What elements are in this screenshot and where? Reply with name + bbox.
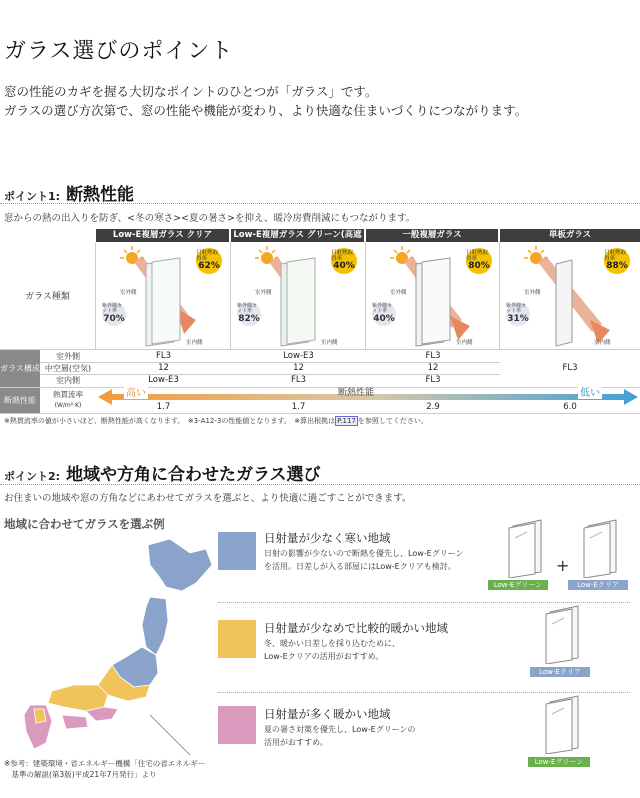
indoor-label: 室内側 (594, 340, 611, 346)
cell-u-value: 1.7 (291, 402, 306, 412)
indoor-label: 室内側 (321, 340, 338, 346)
uv-cut-badge: 紫外線カット率 82% (237, 302, 261, 326)
cell-inner: FL3 (290, 375, 307, 385)
col-header-single: 単板ガラス (500, 229, 640, 242)
row-label-glass-type: ガラス種類 (0, 242, 96, 349)
point1-footnote: ※熱貫流率の値が小さいほど、断熱性能が高くなります。 ※3-A12-3の性能値となります。 ※算出根拠は P.117 を参照してください。 (4, 417, 428, 425)
row-divider (0, 349, 640, 350)
point2-label: ポイント2: (4, 470, 61, 483)
divider (0, 203, 640, 204)
divider (0, 484, 640, 485)
intro-line-2: ガラスの選び方次第で、窓の性能や機能が変わり、より快適な住まいづくりにつながります。 (4, 103, 528, 118)
zone-description: 夏の暑さ対策を優先し、Low-Eグリーンの 活用がおすすめ。 (264, 725, 416, 747)
glass-pane-icon (505, 518, 547, 578)
zone-color-swatch (218, 706, 256, 744)
zone-title: 日射量が多く暖かい地域 (264, 707, 391, 721)
solar-gain-badge: 日射熱取得率 40% (331, 248, 357, 274)
scale-middle-label: 断熱性能 (338, 388, 375, 398)
row-label-middle: 中空層(空気) (44, 364, 92, 373)
solar-gain-badge: 日射熱取得率 62% (196, 248, 222, 274)
zone-color-swatch (218, 620, 256, 658)
intro-line-1: 窓の性能のカギを握る大切なポイントのひとつが「ガラス」です。 (4, 84, 378, 99)
tag-lowe-clear: Low-Eクリア (568, 580, 628, 590)
cell-inner: FL3 (425, 375, 441, 385)
scale-low-label: 低い (578, 384, 602, 399)
uv-cut-badge: 紫外線カット率 70% (102, 302, 126, 326)
glass-pane-icon (542, 604, 584, 664)
zone-description: 冬、暖かい日差しを採り込むために、 Low-Eクリアの活用がおすすめ。 (264, 639, 400, 661)
outdoor-label: 室外側 (524, 290, 541, 296)
glass-illustration-lowe-green (231, 242, 366, 349)
zone-title: 日射量が少なく寒い地域 (264, 531, 391, 545)
scale-high-label: 高い (124, 384, 148, 399)
cell-u-value: 1.7 (156, 402, 171, 412)
point1-label: ポイント1: (4, 190, 61, 203)
point2-header (4, 460, 321, 485)
row-divider (0, 413, 640, 414)
indoor-label: 室内側 (456, 340, 473, 346)
uv-cut-badge: 紫外線カット率 31% (506, 302, 530, 326)
cell-middle: 12 (427, 363, 439, 373)
map-footnote: ※参考：建築環境・省エネルギー機構「住宅の省エネルギー 基準の解説(第3版)平成21年7月発行」より (4, 759, 206, 780)
zone-title: 日射量が少なめで比較的暖かい地域 (264, 621, 448, 635)
tag-lowe-green: Low-Eグリーン (488, 580, 548, 590)
glass-illustration-standard (366, 242, 500, 349)
zone-divider (218, 602, 630, 603)
uv-cut-badge: 紫外線カット率 40% (372, 302, 396, 326)
cell-outer: FL3 (155, 351, 172, 361)
japan-map-icon (0, 535, 215, 760)
col-header-standard: 一般複層ガラス (366, 229, 498, 242)
row-group-composition: ガラス構成 (0, 350, 40, 387)
solar-gain-badge: 日射熱取得率 80% (466, 248, 492, 274)
cell-u-value: 6.0 (563, 402, 577, 412)
row-label-u-value: 熱貫流率 (W/m²·K) (53, 390, 83, 409)
tag-lowe-clear: Low-Eクリア (530, 667, 590, 677)
insulation-table (0, 229, 640, 413)
cell-outer: FL3 (425, 351, 441, 361)
indoor-label: 室内側 (186, 340, 203, 346)
cell-outer: FL3 (562, 363, 578, 373)
point2-lead: お住まいの地域や窓の方角などにあわせてガラスを選ぶと、より快適に過ごすことができます。 (4, 493, 412, 504)
outdoor-label: 室外側 (390, 290, 407, 296)
cell-u-value: 2.9 (426, 402, 440, 412)
glass-illustration-lowe-clear (96, 242, 231, 349)
outdoor-label: 室外側 (120, 290, 137, 296)
glass-pane-icon (580, 518, 622, 578)
zone-description: 日射の影響が少ないので断熱を優先し、Low-Eグリーン を活用。日差しが入る部屋にはLow-Eクリアも検討。 (264, 549, 464, 571)
row-label-outer: 室外側 (56, 352, 80, 361)
cell-outer: Low-E3 (283, 351, 314, 361)
map-title: 地域に合わせてガラスを選ぶ例 (4, 517, 165, 531)
plus-icon: + (556, 556, 570, 575)
cell-inner: Low-E3 (148, 375, 179, 385)
cell-middle: 12 (293, 363, 304, 373)
row-label-inner: 室内側 (56, 376, 80, 385)
zone-divider (218, 692, 630, 693)
col-header-lowe-clear: Low-E複層ガラス クリア (96, 229, 229, 242)
point1-heading: 断熱性能 (66, 185, 135, 205)
solar-gain-badge: 日射熱取得率 88% (604, 248, 630, 274)
page-title: ガラス選びのポイント (4, 39, 234, 64)
zone-color-swatch (218, 532, 256, 570)
cell-middle: 12 (158, 363, 169, 373)
row-group-performance: 断熱性能 (0, 388, 40, 413)
point1-header (4, 180, 134, 205)
tag-lowe-green: Low-Eグリーン (528, 757, 590, 767)
col-header-lowe-green: Low-E複層ガラス グリーン(高遮熱仕様) (231, 229, 364, 242)
outdoor-label: 室外側 (255, 290, 272, 296)
point2-heading: 地域や方角に合わせたガラス選び (66, 465, 321, 485)
page-reference-link[interactable]: P.117 (337, 417, 356, 425)
glass-pane-icon (542, 694, 584, 754)
glass-illustration-single (500, 242, 640, 349)
point1-lead: 窓からの熱の出入りを防ぎ、<冬の寒さ><夏の暑さ>を抑え、暖冷房費削減にもつながります。 (4, 213, 416, 224)
